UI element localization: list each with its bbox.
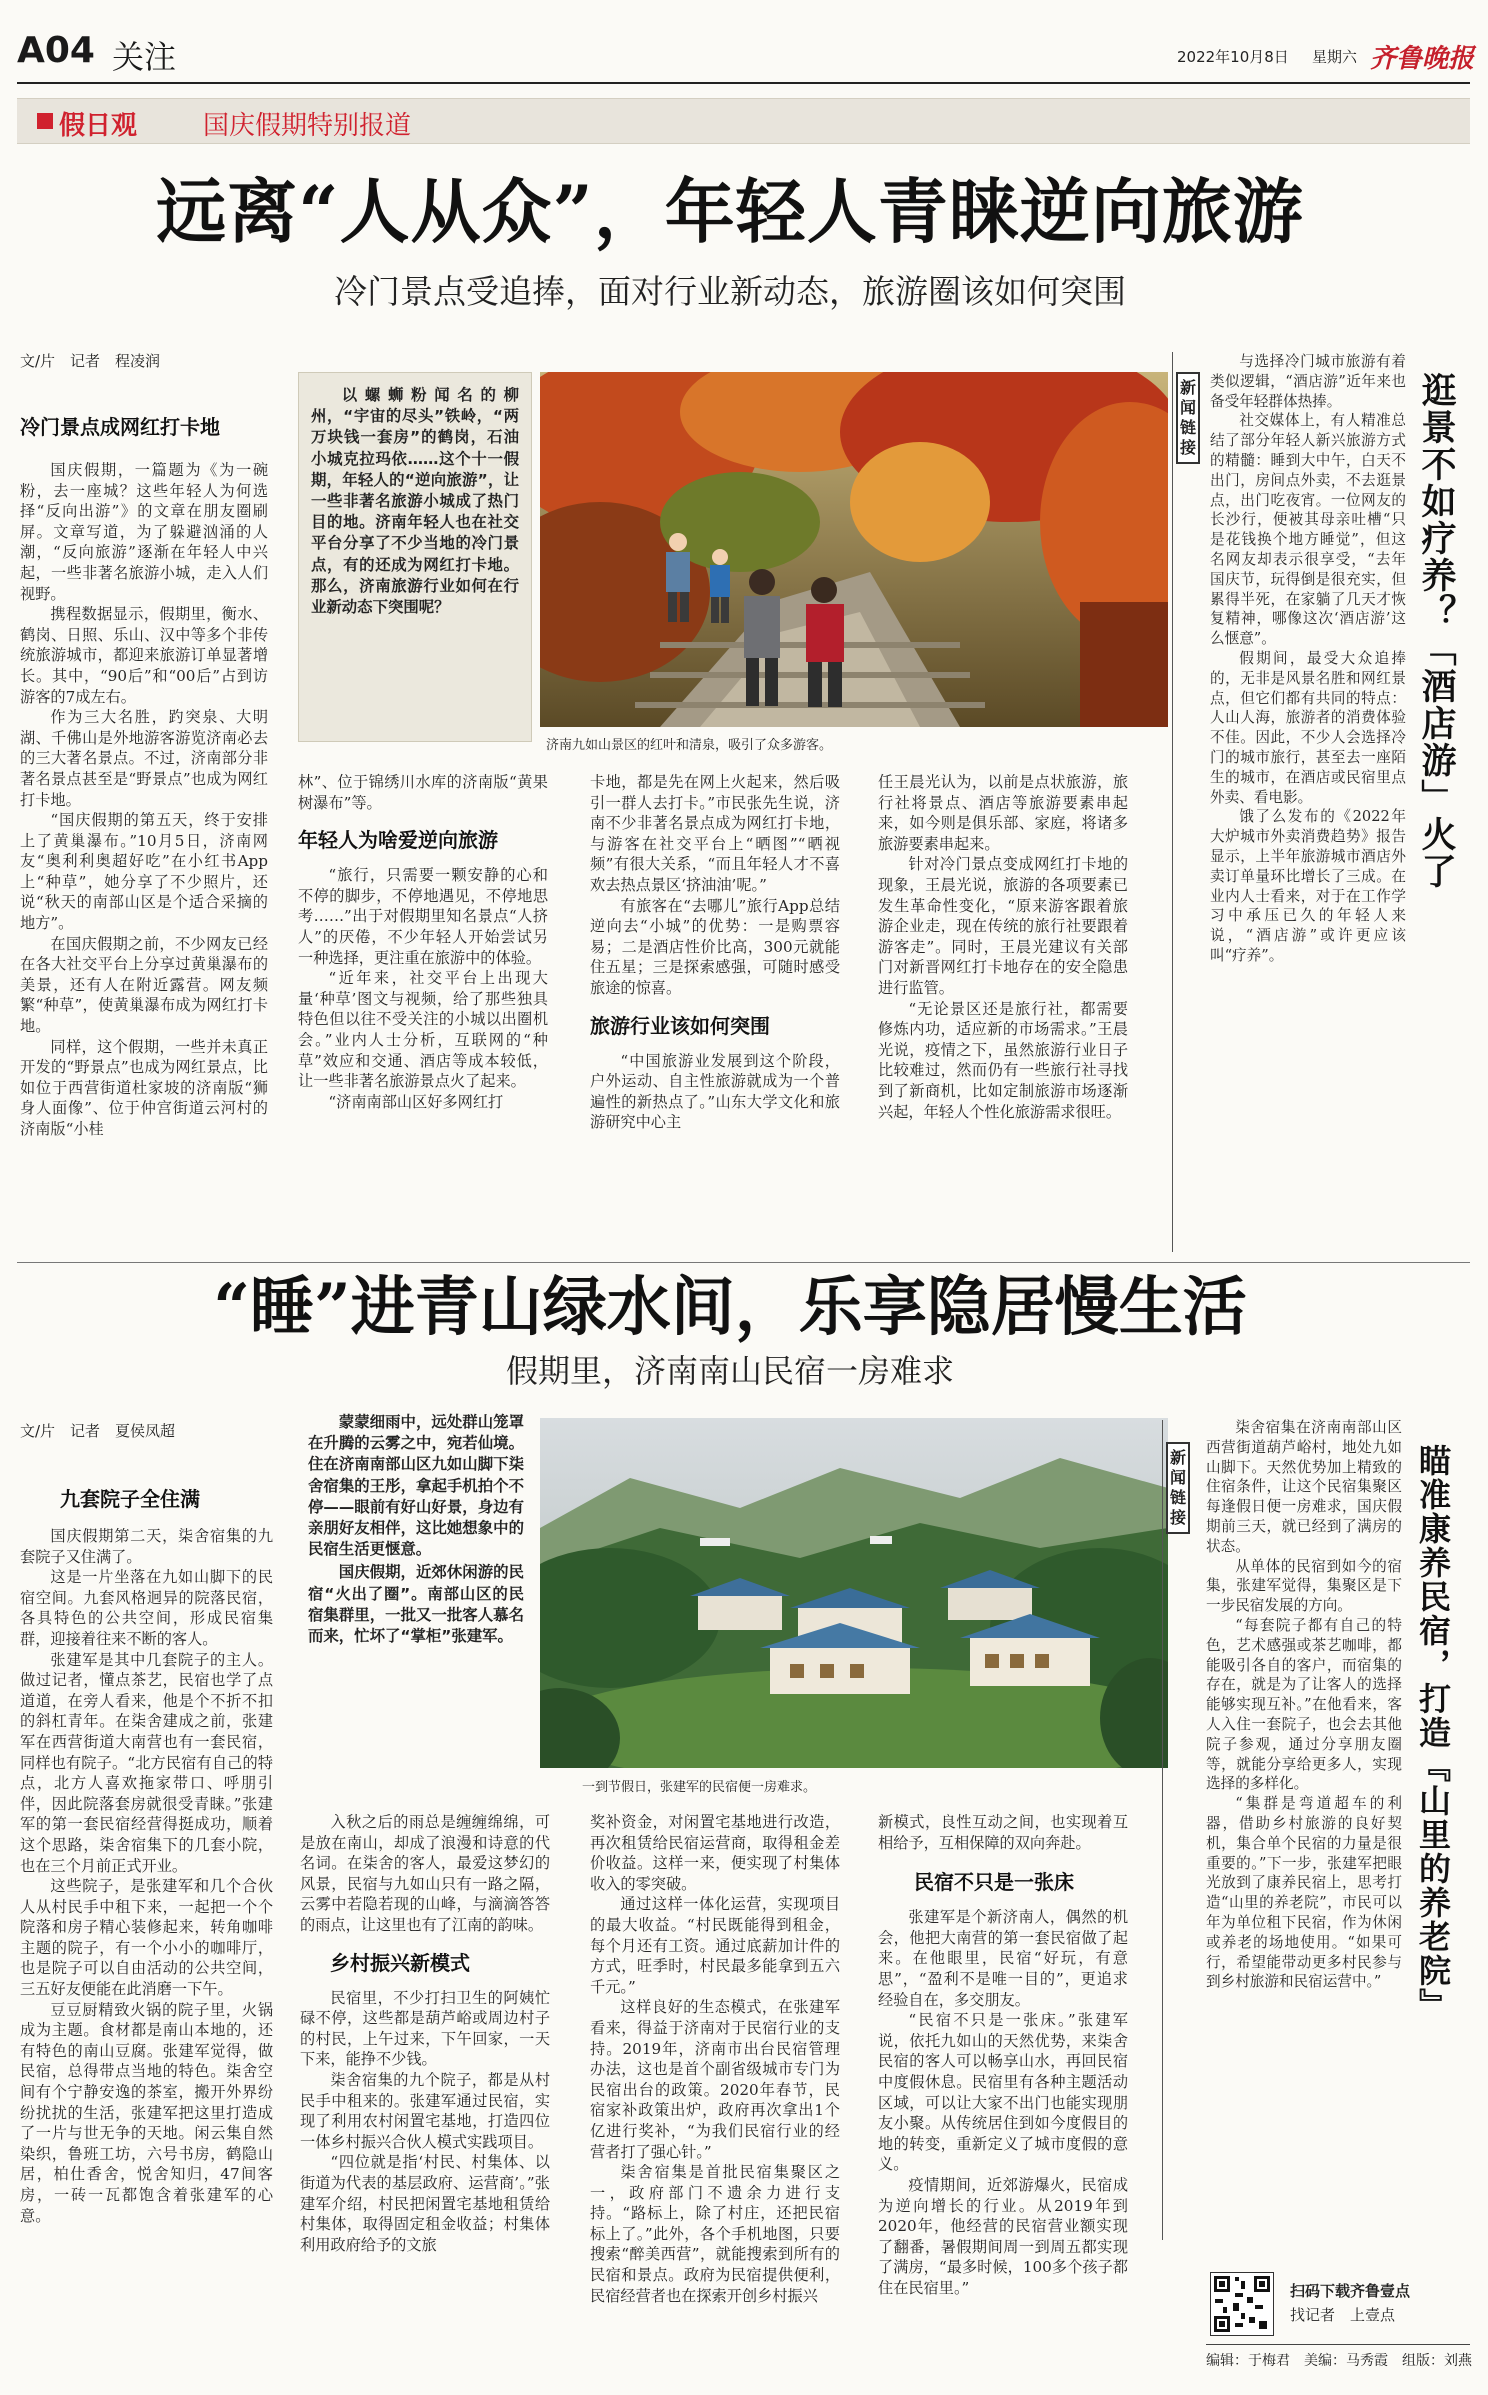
- paragraph: 这些院子，是张建军和几个合伙人从村民手中租下来，一起把一个个院落和房子精心装修起来，转角咖啡主题的院子，有一个小小的咖啡厅，也是院子可以自由活动的公共空间，三五好友便能在此消磨一下午。: [20, 1877, 273, 1999]
- paragraph: 新模式，良性互动之间，也实现着互相给予，互相保障的双向奔赴。: [878, 1813, 1128, 1852]
- paragraph: 张建军是个新济南人，偶然的机会，他把大南营的第一套民宿做了起来。在他眼里，民宿“好玩，有意思”，“盈利不是唯一目的”，更追求经验自在，多交朋友。: [878, 1908, 1128, 2009]
- sidebar1-divider: [1172, 352, 1173, 1252]
- paragraph: 林”、位于锦绣川水库的济南版“黄果树瀑布”等。: [298, 773, 548, 812]
- paragraph: 饿了么发布的《2022年大炉城市外卖消费趋势》报告显示，上半年旅游城市酒店外卖订单量环比增长了三成。在业内人士看来，对于在工作学习中承压已久的年轻人来说，“酒店游”或许更应该叫“疗养”。: [1210, 808, 1406, 964]
- sidebar1-tag: [1176, 372, 1200, 464]
- story2-lead: 蒙蒙细雨中，远处群山笼罩在升腾的云雾之中，宛若仙境。住在济南南部山区九如山脚下柒舍宿集的王彤，拿起手机拍个不停——眼前有好山好景，身边有亲朋好友相伴，这比她想象中的民宿生活更惬意。: [308, 1413, 524, 1559]
- qr-code[interactable]: [1210, 2272, 1274, 2336]
- paragraph: “无论景区还是旅行社，都需要修炼内功，适应新的市场需求。”王晨光说，疫情之下，虽然旅游行业日子比较难过，然而仍有一些旅行社寻找到了新商机，比如定制旅游市场逐渐兴起，年轻人个性化旅游需求很旺。: [878, 999, 1128, 1121]
- paragraph: 卡地，都是先在网上火起来，然后吸引一群人去打卡。”市民张先生说，济南不少非著名景点成为网红打卡地，与游客在社交平台上“晒图”“晒视频”有很大关系，“而且年轻人才不喜欢去热点景区‘挤油油’呢。”: [590, 773, 840, 894]
- paragraph: 这样良好的生态模式，在张建军看来，得益于济南对于民宿行业的支持。2019年，济南市出台民宿管理办法，这也是首个副省级城市专门为民宿出台的政策。2020年春节，民宿家补政策出炉，政府再次拿出1个亿进行奖补，“为我们民宿行业的经营者打了强心针。”: [590, 1998, 840, 2161]
- qr-code-icon: [1211, 2273, 1273, 2335]
- issue-weekday: 星期六: [1312, 48, 1358, 66]
- paragraph: 通过这样一体化运营，实现项目的最大收益。“村民既能得到租金，每个月还有工资。通过底薪加计件的方式，旺季时，村民最多能拿到五六千元。”: [590, 1895, 840, 1996]
- paragraph: 从单体的民宿到如今的宿集，张建军觉得，集聚区是下一步民宿发展的方向。: [1206, 1557, 1402, 1615]
- story2-subhead-3: 民宿不只是一张床: [914, 1870, 1074, 1895]
- news-link-label: 新闻链接: [1179, 378, 1196, 457]
- paragraph: 携程数据显示，假期里，衡水、鹤岗、日照、乐山、汉中等多个非传统旅游城市，都迎来旅游订单显著增长。其中，“90后”和“00后”占到访游客的7成左右。: [20, 605, 268, 706]
- story2-lead-box: [300, 1408, 532, 1798]
- paragraph: 民宿里，不少打扫卫生的阿姨忙碌不停，这些都是葫芦峪或周边村子的村民，上午过来，下午回家，一天下来，能挣不少钱。: [300, 1988, 550, 2069]
- story2-column-1: [20, 1526, 273, 2366]
- page-credits: 编辑：于梅君 美编：马秀霞 组版：刘燕: [1206, 2353, 1472, 2369]
- story2-lead-2: 国庆假期，近郊休闲游的民宿“火出了圈”。南部山区的民宿集群里，一批又一批客人慕名而来，忙坏了“掌柜”张建军。: [308, 1563, 524, 1646]
- story2-column-3: [590, 1812, 840, 2366]
- paragraph: 张建军是其中几套院子的主人。做过记者，懂点茶艺，民宿也学了点道道，在旁人看来，他是个不折不扣的斜杠青年。在柒舍建成之前，张建军在西营街道大南营也有一套民宿，同样也有院子。“北方民宿有自己的特点，北方人喜欢拖家带口、呼朋引伴，因此院落套房就很受青睐。”张建军的第一套民宿经营得挺成功，顺着这个思路，柒舍宿集下的几套小院，也在三个月前正式开业。: [20, 1650, 273, 1875]
- sidebar2-text: [1206, 1418, 1402, 2260]
- story2-column-2: [300, 1812, 550, 2366]
- paragraph: 与选择冷门城市旅游有着类似逻辑，“酒店游”近年来也备受年轻群体热捧。: [1210, 353, 1406, 410]
- paragraph: 豆豆厨精致火锅的院子里，火锅成为主题。食材都是南山本地的，还有特色的南山豆腐。张建军觉得，做民宿，总得带点当地的特色。柒舍空间有个宁静安逸的茶室，搬开外界纷纷扰扰的生活，张建军把这里打造成了一片与世无争的天地。闲云集自然染织，鲁班工坊，六号书房，鹤隐山居，柏仕香舍，悦舍知归，47间客房，一砖一瓦都饱含着张建军的心意。: [20, 2000, 273, 2225]
- issue-date: 2022年10月8日: [1177, 48, 1289, 66]
- paragraph: 柒舍宿集在济南南部山区西营街道葫芦峪村，地处九如山脚下。天然优势加上精致的住宿条件，让这个民宿集聚区每逢假日便一房难求，国庆假期前三天，就已经到了满房的状态。: [1206, 1419, 1402, 1555]
- story1-photo: [540, 372, 1168, 727]
- sidebar2-title: 瞄准康养民宿，打造『山里的养老院』: [1414, 1444, 1452, 2022]
- footer-rule: [1206, 2344, 1470, 2345]
- story1-subhead-2: 年轻人为啥爱逆向旅游: [298, 828, 498, 853]
- paragraph: “旅行，只需要一颗安静的心和不停的脚步，不停地遇见，不停地思考……”出于对假期里知名景点“人挤人”的厌倦，不少年轻人开始尝试另一种选择，更注重在旅游中的体验。: [298, 866, 548, 967]
- sidebar1-text: [1210, 352, 1406, 1252]
- paragraph: 入秋之后的雨总是缠缠绵绵，可是放在南山，却成了浪漫和诗意的代名词。在柒舍的客人，最爱这梦幻的风景，民宿与九如山只有一路之隔，云雾中若隐若现的山峰，与滴滴答答的雨点，让这里也有了江南的韵味。: [300, 1813, 550, 1934]
- story2-column-4: [878, 1812, 1128, 2366]
- page-number: A04: [17, 30, 95, 71]
- paragraph: 针对冷门景点变成网红打卡地的现象，王晨光说，旅游的各项要素已发生革命性变化，“原来游客跟着旅游企业走，现在传统的旅行社要跟着游客走”。同时，王晨光建议有关部门对新晋网红打卡地存在的安全隐患进行监管。: [878, 855, 1128, 997]
- paragraph: 作为三大名胜，趵突泉、大明湖、千佛山是外地游客游览济南必去的三大著名景点。不过，济南部分非著名景点甚至是“野景点”也成为网红打卡地。: [20, 708, 268, 809]
- paragraph: “每套院子都有自己的特色，艺术感强或茶艺咖啡，都能吸引各自的客户，而宿集的存在，就是为了让客人的选择能够实现互补。”在他看来，客人入住一套院子，也会去其他院子参观，通过分享朋友圈等，就能分享给更多人，实现选择的多样化。: [1206, 1616, 1402, 1793]
- paragraph: “济南南部山区好多网红打: [328, 1092, 504, 1111]
- ribbon-subtitle: 国庆假期特别报道: [203, 111, 412, 141]
- sidebar1-title: 逛景不如疗养？「酒店游」火了: [1416, 372, 1456, 890]
- paragraph: 奖补资金，对闲置宅基地进行改造，再次租赁给民宿运营商，取得租金差价收益。这样一来，便实现了村集体收入的零突破。: [590, 1813, 840, 1893]
- story1-byline: 文/片 记者 程凌润: [20, 352, 161, 370]
- story2-byline: 文/片 记者 夏侯凤超: [20, 1422, 176, 1440]
- story1-column-3: [590, 772, 840, 1256]
- story2-photo: [540, 1418, 1168, 1768]
- paragraph: “民宿不只是一张床。”张建军说，依托九如山的天然优势，来柒舍民宿的客人可以畅享山水，再回民宿中度假休息。民宿里有各种主题活动区域，可以让大家不出门也能实现朋友小聚。从传统居住到如今度假目的地的转变，重新定义了城市度假的意义。: [878, 2011, 1128, 2174]
- story1-headline: 远离“人从众”，年轻人青睐逆向旅游: [156, 170, 1304, 253]
- qr-line-1: 扫码下载齐鲁壹点: [1290, 2282, 1411, 2300]
- ribbon-title: 假日观: [59, 111, 138, 141]
- paper-logo: 齐鲁晚报: [1370, 44, 1475, 74]
- paragraph: 国庆假期第二天，柒舍宿集的九套院子又住满了。: [20, 1527, 273, 1566]
- paragraph: “集群是弯道超车的利器，借助乡村旅游的良好契机，集合单个民宿的力量是很重要的。”下一步，张建军把眼光放到了康养民宿上，思考打造“山里的养老院”，市民可以年为单位租下民宿，作为休闲或养老的场地使用。“如果可行，希望能带动更多村民参与到乡村旅游和民宿运营中。”: [1206, 1795, 1402, 1991]
- paragraph: 国庆假期，一篇题为《为一碗粉，去一座城？这些年轻人为何选择“反向出游”》的文章在朋友圈刷屏。文章写道，为了躲避汹涌的人潮，“反向旅游”逐渐在年轻人中兴起，一些非著名旅游小城，走入人们视野。: [20, 461, 268, 603]
- story1-column-1: [20, 460, 268, 1255]
- paragraph: 柒舍宿集的九个院子，都是从村民手中租来的。张建军通过民宿，实现了利用农村闲置宅基地，打造四位一体乡村振兴合伙人模式实践项目。: [300, 2070, 550, 2151]
- paragraph: “中国旅游业发展到这个阶段，户外运动、自主性旅游就成为一个普遍性的新热点了。”山东大学文化和旅游研究中心主: [590, 1051, 840, 1132]
- story1-lead: 以螺蛳粉闻名的柳州，“宇宙的尽头”铁岭，“两万块钱一套房”的鹤岗，石油小城克拉玛依……这个十一假期，年轻人的“逆向旅游”，让一些非著名旅游小城成了热门目的地。济南年轻人也在社交平台分享了不少当地的冷门景点，有的还成为网红打卡地。那么，济南旅游行业如何在行业新动态下突围呢？: [311, 386, 519, 617]
- story1-subheadline: 冷门景点受追捧，面对行业新动态，旅游圈该如何突围: [334, 272, 1126, 311]
- paragraph: 在国庆假期之前，不少网友已经在各大社交平台上分享过黄巢瀑布的美景，还有人在附近露营。网友频繁“种草”，使黄巢瀑布成为网红打卡地。: [20, 934, 268, 1036]
- mountain-homestay-image: [540, 1418, 1168, 1768]
- paragraph: 疫情期间，近郊游爆火，民宿成为逆向增长的行业。从2019年到2020年，他经营的民宿营业额实现了翻番，暑假期间周一到周五都实现了满房，“最多时候，100多个孩子都住在民宿里。”: [878, 2175, 1128, 2297]
- paragraph: 同样，这个假期，一些并未真正开发的“野景点”也成为网红景点，比如位于西营街道杜家坡的济南版“狮身人面像”、位于仲宫街道云河村的济南版“小桂: [20, 1037, 268, 1138]
- sidebar2-divider: [1162, 1420, 1163, 2240]
- section-ribbon: [17, 98, 1470, 144]
- qr-line-2: 找记者 上壹点: [1290, 2306, 1396, 2324]
- paragraph: 假期间，最受大众追捧的，无非是风景名胜和网红景点，但它们都有共同的特点：人山人海，旅游者的消费体验不佳。因此，不少人会选择冷门的城市旅行，甚至去一座陌生的城市，在酒店或民宿里点外卖、看电影。: [1210, 649, 1406, 806]
- autumn-trail-image: [540, 372, 1168, 727]
- paragraph: “四位就是指‘村民、村集体、以街道为代表的基层政府、运营商’。”张建军介绍，村民把闲置宅基地租赁给村集体，取得固定租金收益；村集体利用政府给予的文旅: [300, 2153, 550, 2254]
- paragraph: 柒舍宿集是首批民宿集聚区之一，政府部门不遗余力进行支持。“路标上，除了村庄，还把民宿标上了。”此外，各个手机地图，只要搜索“醉美西营”，就能搜索到所有的民宿和景点。政府为民宿提供便利，民宿经营者也在探索开创乡村振兴: [590, 2163, 840, 2305]
- paragraph: 有旅客在“去哪儿”旅行App总结逆向去“小城”的优势：一是购票容易；二是酒店性价比高，300元就能住五星；三是探索感强，可随时感受旅途的惊喜。: [590, 896, 840, 997]
- story1-lead-box: [298, 372, 532, 742]
- sidebar2-tag: [1166, 1442, 1190, 1534]
- paragraph: 这是一片坐落在九如山脚下的民宿空间。九套风格迥异的院落民宿，各具特色的公共空间，形成民宿集群，迎接着往来不断的客人。: [20, 1568, 273, 1648]
- news-link-label: 新闻链接: [1169, 1448, 1186, 1527]
- section-name: 关注: [112, 38, 177, 76]
- story2-subhead-2: 乡村振兴新模式: [330, 1950, 470, 1975]
- story1-subhead-1: 冷门景点成网红打卡地: [20, 415, 220, 439]
- story-separator: [17, 1262, 1470, 1263]
- story1-column-4: [878, 772, 1128, 1256]
- story2-headline: “睡”进青山绿水间，乐享隐居慢生活: [213, 1270, 1247, 1345]
- story1-subhead-3: 旅游行业该如何突围: [590, 1013, 770, 1038]
- paragraph: “近年来，社交平台上出现大量‘种草’图文与视频，给了那些独具特色但以往不受关注的小城以出圈机会。”业内人士分析，互联网的“种草”效应和交通、酒店等成本较低，让一些非著名旅游景点火了起来。: [298, 969, 548, 1091]
- story2-subhead-1: 九套院子全住满: [60, 1487, 200, 1511]
- ribbon-marker: [37, 113, 53, 129]
- story1-photo-caption: 济南九如山景区的红叶和清泉，吸引了众多游客。: [546, 738, 833, 753]
- header-rule: [17, 82, 1470, 84]
- story2-photo-caption: 一到节假日，张建军的民宿便一房难求。: [582, 1780, 817, 1795]
- paragraph: 任王晨光认为，以前是点状旅游，旅行社将景点、酒店等旅游要素串起来，如今则是俱乐部、家庭，将诸多旅游要素串起来。: [878, 773, 1128, 853]
- story2-subheadline: 假期里，济南南山民宿一房难求: [505, 1352, 954, 1390]
- story1-column-2: [298, 772, 548, 1256]
- paragraph: 社交媒体上，有人精准总结了部分年轻人新兴旅游方式的精髓：睡到大中午，白天不出门，房间点外卖，不去逛景点，出门吃夜宵。一位网友的长沙行，便被其母亲吐槽“只是花钱换个地方睡觉”，但这名网友却表示很享受，“去年国庆节，玩得倒是很充实，但累得半死，在家躺了几天才恢复精神，哪像这次‘酒店游’这么惬意”。: [1210, 412, 1406, 648]
- paragraph: “国庆假期的第五天，终于安排上了黄巢瀑布。”10月5日，济南网友“奥利利奥超好吃”在小红书App上“种草”，她分享了不少照片，还说“秋天的南部山区是个适合采摘的地方”。: [20, 811, 268, 933]
